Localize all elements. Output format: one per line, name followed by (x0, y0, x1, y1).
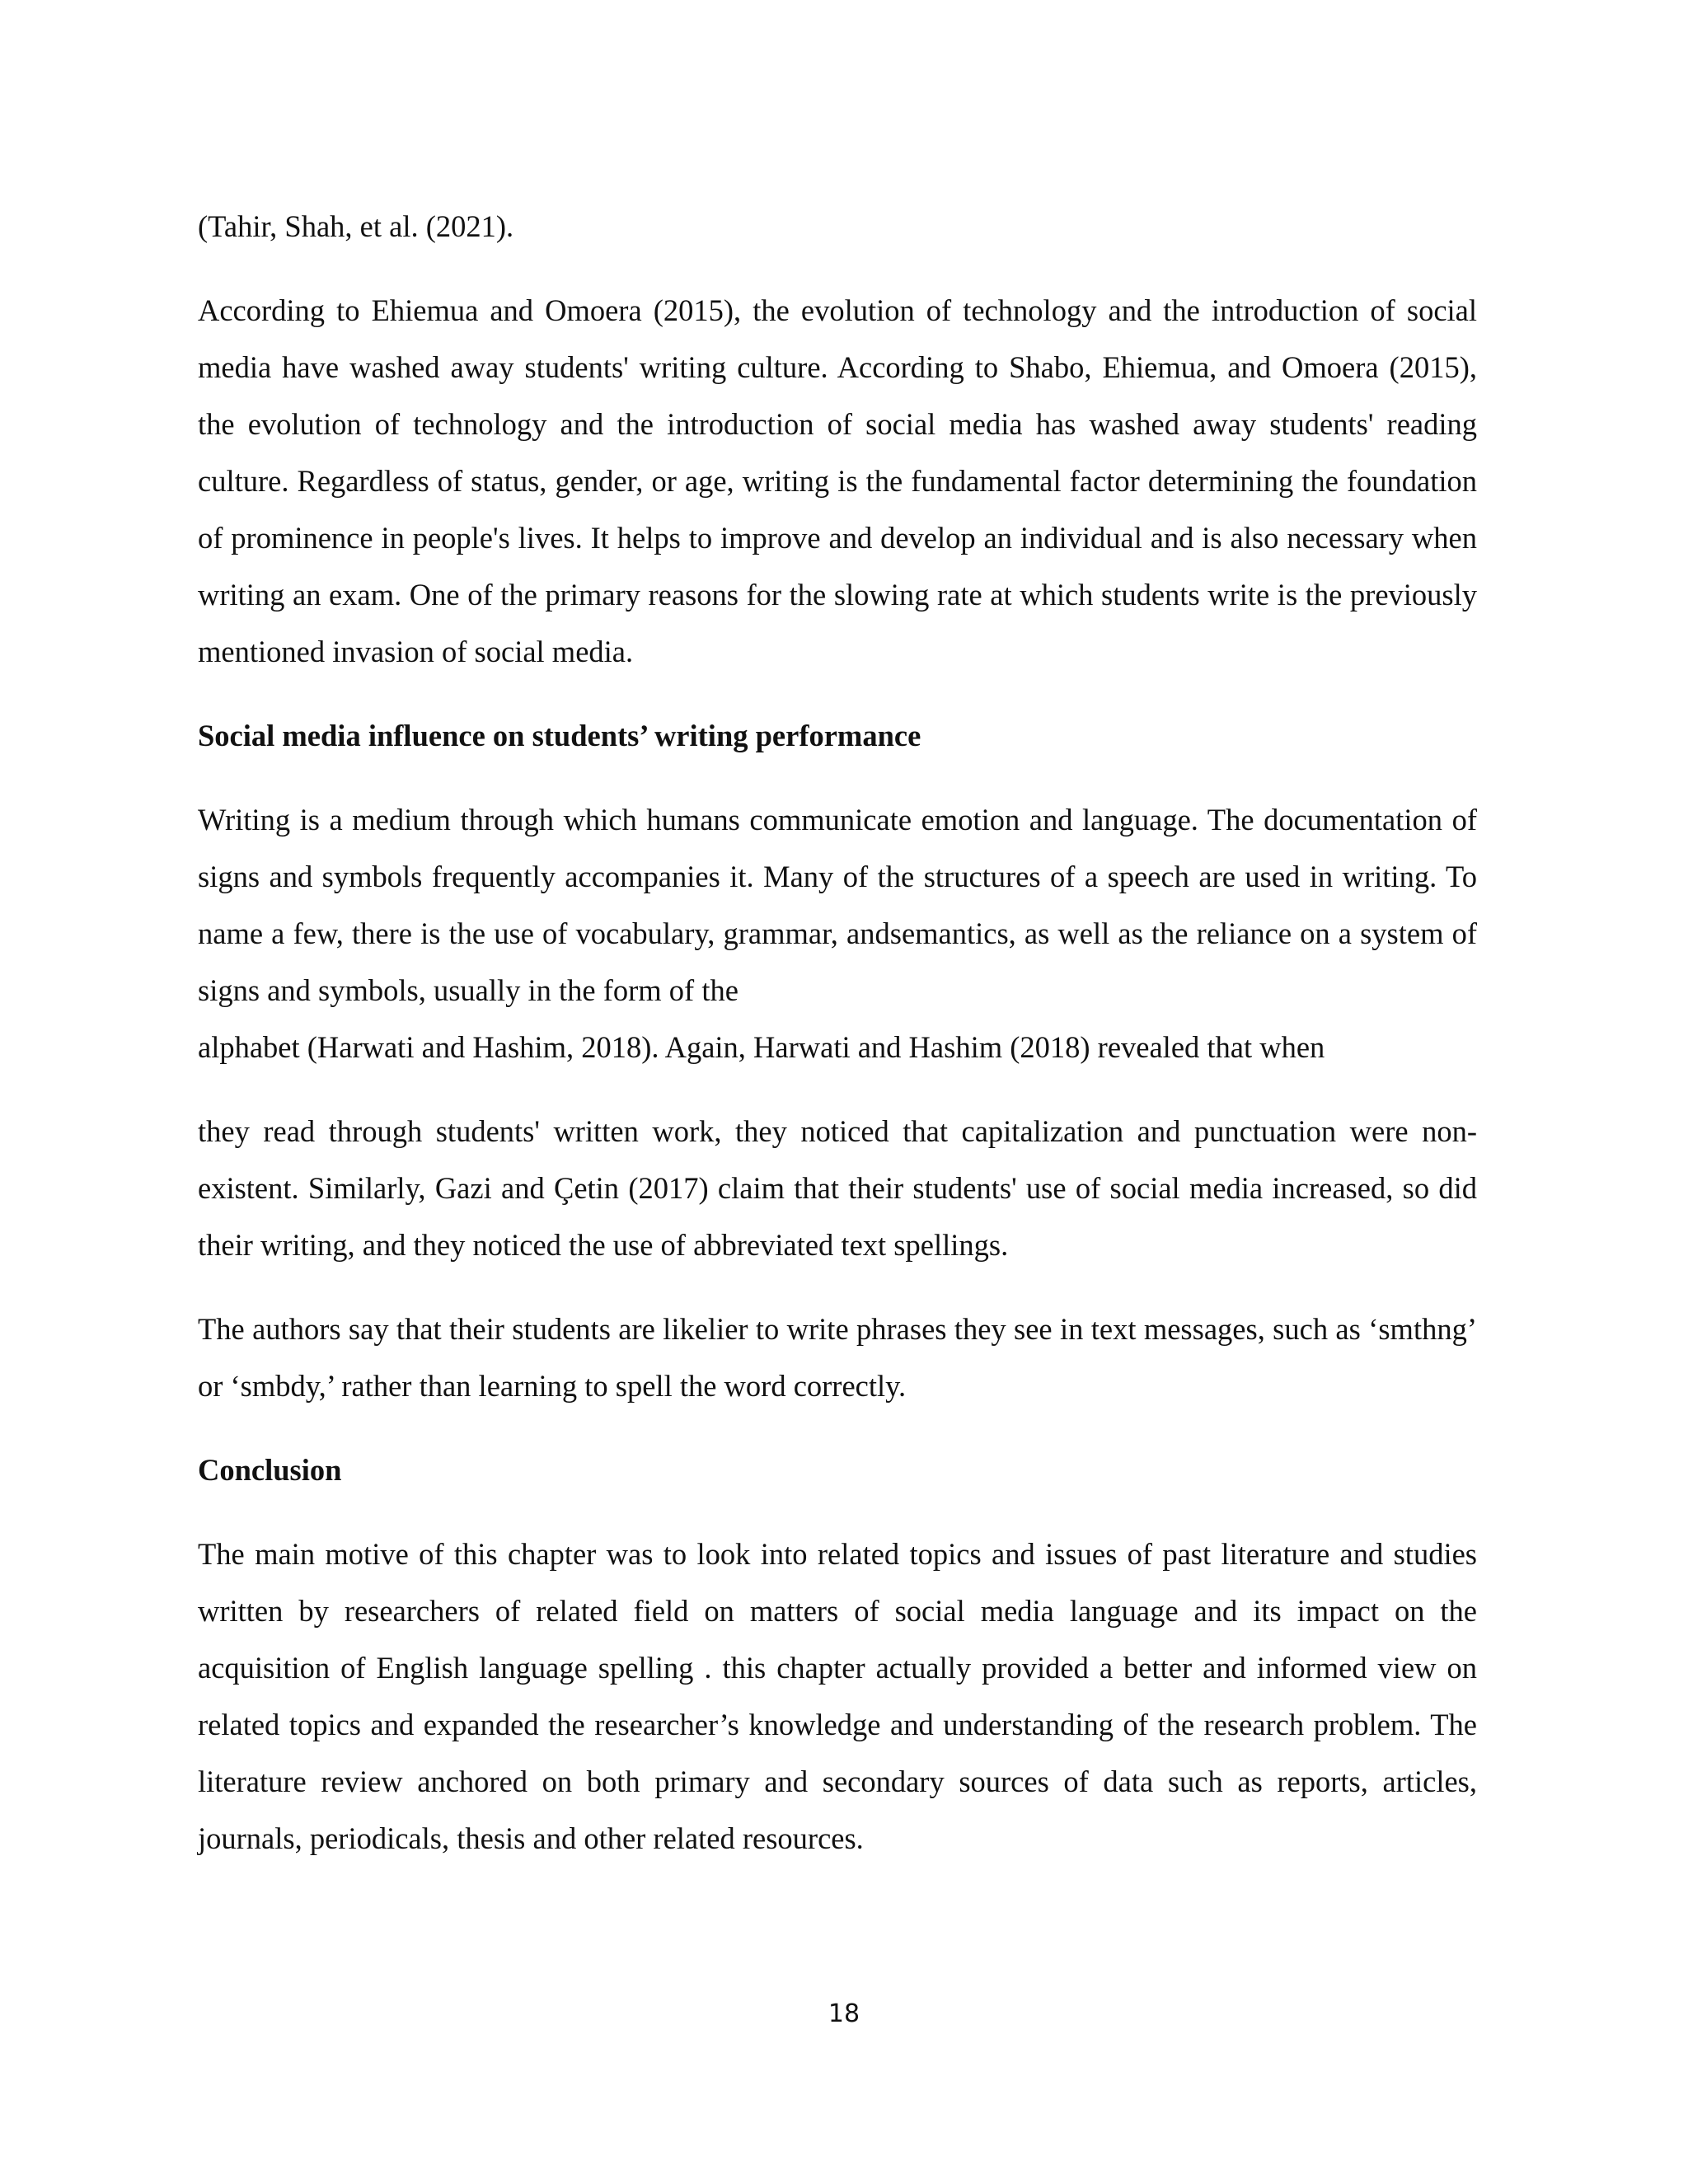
spacer (198, 1414, 1477, 1441)
paragraph-ehiemua-omoera: According to Ehiemua and Omoera (2015), the evolution of technology and the introduction of social media have washed away students' writing culture. According to Shabo, Ehiemua, and Omoera (2015), the evolution of technology and the introduction of social media has washed away students' reading culture. Regardless of status, gender, or age, writing is the fundamental factor determining the foundation of prominence in people's lives. It helps to improve and develop an individual and is also necessary when writing an exam. One of the primary reasons for the slowing rate at which students write is the previously mentioned invasion of social media. (198, 293, 1477, 668)
opening-citation: (Tahir, Shah, et al. (2021). (198, 209, 514, 243)
page-content (198, 198, 1477, 1867)
spacer (198, 1273, 1477, 1301)
paragraph-abbreviations: The authors say that their students are likelier to write phrases they see in text messages, such as ‘smthng’ or ‘smbdy,’ rather than learning to spell the word correctly. (198, 1312, 1477, 1403)
section-heading-conclusion: Conclusion (198, 1453, 342, 1487)
paragraph-conclusion: The main motive of this chapter was to look into related topics and issues of past literature and studies written by researchers of related field on matters of social media language and its impact on the acquisition of English language spelling . this chapter actually provided a better and informed view on related topics and expanded the researcher’s knowledge and understanding of the research problem. The literature review anchored on both primary and secondary sources of data such as reports, articles, journals, periodicals, thesis and other related resources. (198, 1537, 1477, 1855)
spacer (198, 255, 1477, 282)
paragraph-writing-medium-last-line: alphabet (Harwati and Hashim, 2018). Again, Harwati and Hashim (2018) revealed that when (198, 1030, 1325, 1064)
paragraph-writing-medium: Writing is a medium through which humans communicate emotion and language. The documentation of signs and symbols frequently accompanies it. Many of the structures of a speech are used in writing. To name a few, there is the use of vocabulary, grammar, andsemantics, as well as the reliance on a system of signs and symbols, usually in the form of the (198, 803, 1477, 1007)
paragraph-capitalization: they read through students' written work, they noticed that capitalization and punctuation were non-existent. Similarly, Gazi and Çetin (2017) claim that their students' use of social media increased, so did their writing, and they noticed the use of abbreviated text spellings. (198, 1114, 1477, 1262)
spacer (198, 764, 1477, 791)
page-number: 18 (828, 1999, 860, 2028)
section-heading-writing-performance: Social media influence on students’ writing performance (198, 719, 921, 752)
spacer (198, 1498, 1477, 1526)
spacer (198, 1076, 1477, 1103)
spacer (198, 680, 1477, 707)
